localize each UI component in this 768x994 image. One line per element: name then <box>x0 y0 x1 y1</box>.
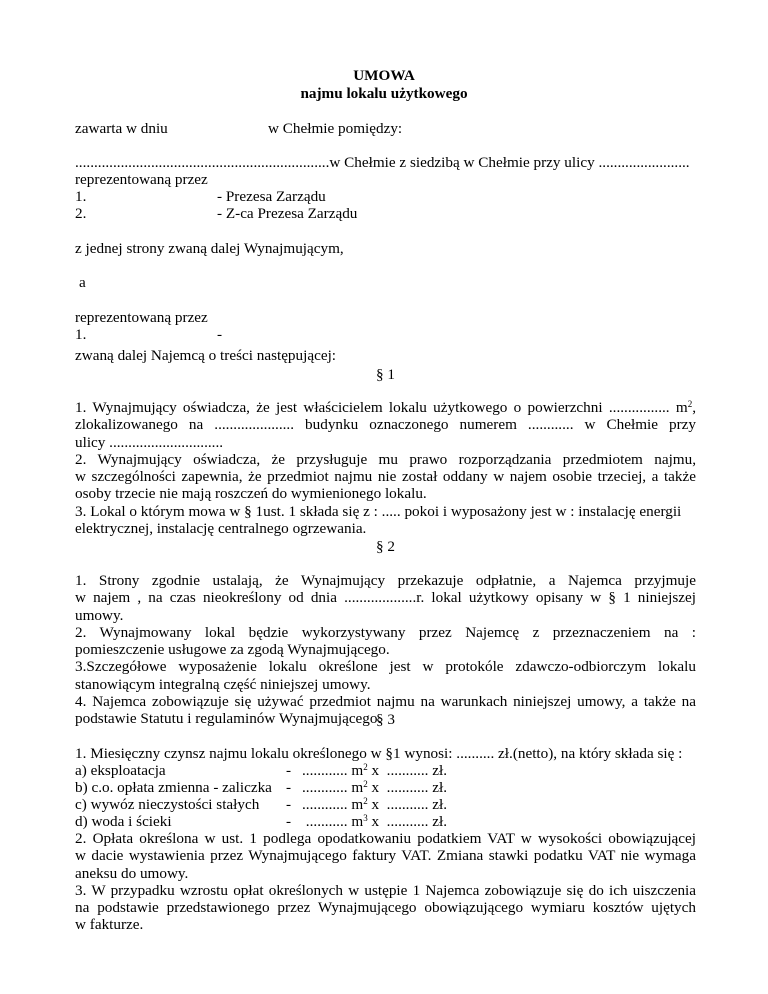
s1-p3-l1: 3. Lokal o którym mowa w § 1ust. 1 składa się z : ..... pokoi i wyposażony jest w : instalację energii <box>75 502 682 520</box>
s2-p2-l1: 2. Wynajmowany lokal będzie wykorzystywany przez Najemcę z przeznaczeniem na : <box>75 623 696 641</box>
s1-p2-l1: 2. Wynajmujący oświadcza, że przysługuje mu prawo rozporządzania przedmiotem najmu, <box>75 450 696 468</box>
s1-p2-l3: osoby trzecie nie mają roszczeń do wymienionego lokalu. <box>75 485 427 503</box>
s2-p4-l1: 4. Najemca zobowiązuje się używać przedmiot najmu na warunkach niniejszej umowy, a także na <box>75 693 696 711</box>
fee-label: c) wywóz nieczystości stałych <box>75 796 260 813</box>
section1-text <box>75 399 696 537</box>
s2-p4-l2: podstawie Statutu i regulaminów Wynajmującego. <box>75 710 382 728</box>
rep1-role: - Prezesa Zarządu <box>217 188 326 205</box>
concluded-label: zawarta w dniu <box>75 120 168 137</box>
s3-p3-l2: na podstawie przedstawionego przez Wynajmującego obowiązującego wymiaru kosztów ujętych <box>75 899 696 917</box>
fee-dash: - <box>286 779 292 796</box>
s1-p1-l2: zlokalizowanego na ..................... budynku oznaczonego numerem ............ w Chełmie przy <box>75 416 696 434</box>
party-line: ...................................................................w Chełmie z siedzibą w Chełmie przy ulicy ........................ <box>75 154 690 171</box>
document-title: UMOWA <box>353 67 415 84</box>
rep3-role: - <box>217 326 223 343</box>
s2-p3-l2: stanowiącym integralną część niniejszej umowy. <box>75 675 371 693</box>
landlord-line: z jednej strony zwaną dalej Wynajmującym, <box>75 240 344 257</box>
s3-p3-l1: 3. W przypadku wzrostu opłat określonych w ustępie 1 Najemca zobowiązuje się do ich uiszczenia <box>75 881 696 899</box>
s3-p3-l3: w fakturze. <box>75 916 144 934</box>
tenant-line: zwaną dalej Najemcą o treści następującej: <box>75 347 337 364</box>
s1-p1-l1: 1. Wynajmujący oświadcza, że jest właścicielem lokalu użytkowego o powierzchni ................ $m^2$, <box>75 399 696 416</box>
section2-heading: § 2 <box>376 538 395 555</box>
s2-p1-l3: umowy. <box>75 606 124 624</box>
s3-p1-l1: 1. Miesięczny czynsz najmu lokalu określonego w §1 wynosi: .......... zł.(netto), na który składa się : <box>75 745 683 762</box>
s1-p1-l3: ulicy .............................. <box>75 433 224 451</box>
fee-label: a) eksploatacja <box>75 762 166 779</box>
fee-label: b) c.o. opłata zmienna - zaliczka <box>75 779 272 796</box>
fee-label: d) woda i ścieki <box>75 813 172 830</box>
section1-heading: § 1 <box>376 366 395 383</box>
fee-amount: ............ $m^2$ x ........... zł. <box>302 779 447 796</box>
fee-amount: ........... $m^3$ x ........... zł. <box>302 813 447 830</box>
s3-p2-l3: aneksu do umowy. <box>75 864 189 882</box>
rep2-role: - Z-ca Prezesa Zarządu <box>217 205 358 222</box>
fee-amount: ............ $m^2$ x ........... zł. <box>302 762 447 779</box>
represented-by-2: reprezentowaną przez <box>75 309 208 326</box>
place-label: w Chełmie pomiędzy: <box>268 120 403 137</box>
s3-p2-l1: 2. Opłata określona w ust. 1 podlega opodatkowaniu podatkiem VAT w wysokości obowiązującej <box>75 830 696 847</box>
s1-p3-l2: elektrycznej, instalację centralnego ogrzewania. <box>75 520 367 538</box>
rep2-number: 2. <box>75 205 87 222</box>
s2-p3-l1: 3.Szczegółowe wyposażenie lokalu określone jest w protokóle zdawczo-odbiorczym lokalu <box>75 658 696 676</box>
fee-dash: - <box>286 762 292 779</box>
fee-dash: - <box>286 813 292 830</box>
s2-p1-l2: w najem , na czas nieokreślony od dnia ...................r. lokal użytkowy opisany w § 1 niniejszej <box>75 589 696 607</box>
s1-p2-l2: w szczególności zapewnia, że przedmiot najmu nie został oddany w najem osobie trzeciej, a także <box>75 468 696 486</box>
section3-text <box>75 830 696 934</box>
fee-dash: - <box>286 796 292 813</box>
represented-by: reprezentowaną przez <box>75 171 208 188</box>
s3-p2-l2: w dacie wystawienia przez Wynajmującego faktury VAT. Zmiana stawki podatku VAT nie wymaga <box>75 847 696 865</box>
section3-heading: § 3 <box>376 711 395 728</box>
section2-text <box>75 572 696 728</box>
section3-p1 <box>75 745 696 762</box>
fee-amount: ............ $m^2$ x ........... zł. <box>302 796 447 813</box>
document-subtitle: najmu lokalu użytkowego <box>300 85 468 102</box>
rep3-number: 1. <box>75 326 87 343</box>
rep1-number: 1. <box>75 188 87 205</box>
and-word: a <box>79 274 86 291</box>
s2-p1-l1: 1. Strony zgodnie ustalają, że Wynajmujący przekazuje odpłatnie, a Najemca przyjmuje <box>75 572 696 589</box>
s2-p2-l2: pomieszczenie usługowe za zgodą Wynajmującego. <box>75 641 390 659</box>
